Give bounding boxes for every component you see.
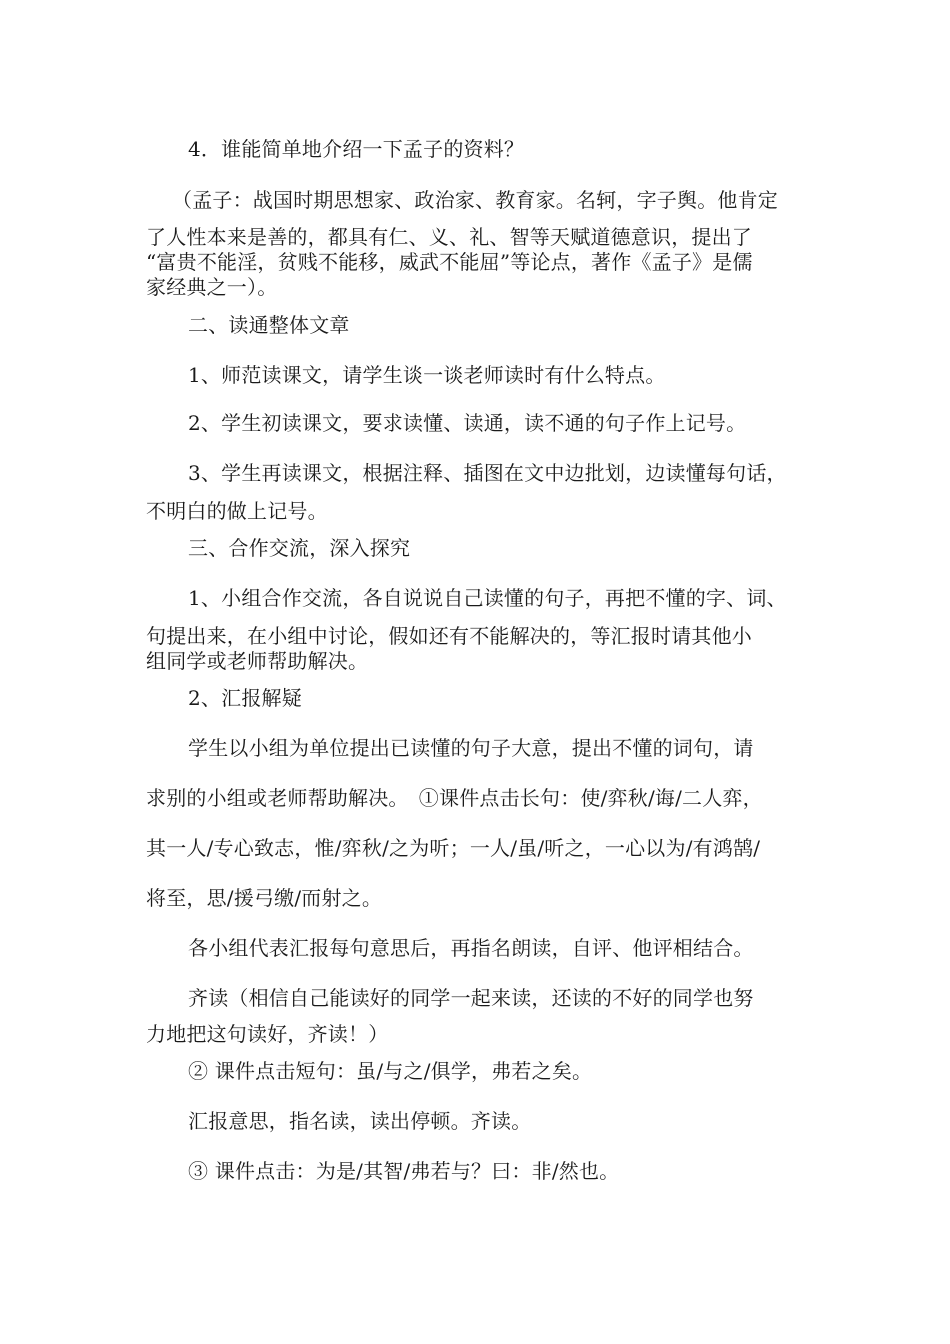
short-sentence-line: ② 课件点击短句：虽/与之/俱学，弗若之矣。 (188, 1059, 593, 1083)
section-2-heading: 二、读通整体文章 (188, 313, 350, 337)
courseware-click-line: ③ 课件点击：为是/其智/弗若与？曰：非/然也。 (188, 1159, 620, 1183)
choral-reading-line-1: 齐读（相信自己能读好的同学一起来读，还读的不好的同学也努 (188, 986, 754, 1010)
choral-reading-line-2: 力地把这句读好，齐读！） (146, 1022, 389, 1046)
step-3-line-1: 3、学生再读课文，根据注释、插图在文中边批划，边读懂每句话， (188, 461, 787, 485)
report-paragraph-line-3: 其一人/专心致志，惟/弈秋/之为听；一人/虽/听之，一心以为/有鸿鹄/ (146, 836, 761, 860)
step-1-line: 1、师范读课文，请学生谈一谈老师读时有什么特点。 (188, 363, 666, 387)
group-step-1-line-2: 句提出来，在小组中讨论，假如还有不能解决的，等汇报时请其他小 (146, 624, 752, 648)
section-3-heading: 三、合作交流，深入探究 (188, 536, 411, 560)
report-paragraph-line-2: 求别的小组或老师帮助解决。 ①课件点击长句：使/弈秋/诲/二人弈， (146, 786, 763, 810)
report-paragraph-line-4: 将至，思/援弓缴/而射之。 (146, 886, 383, 910)
group-report-line: 各小组代表汇报每句意思后，再指名朗读，自评、他评相结合。 (188, 936, 754, 960)
mencius-info-line-4: 家经典之一）。 (146, 275, 278, 299)
question-4-line: 4．谁能简单地介绍一下孟子的资料？ (188, 137, 525, 161)
step-2-line: 2、学生初读课文，要求读懂、读通，读不通的句子作上记号。 (188, 411, 747, 435)
mencius-info-line-2: 了人性本来是善的，都具有仁、义、礼、智等天赋道德意识，提出了 (146, 225, 752, 249)
group-step-1-line-3: 组同学或老师帮助解决。 (146, 649, 369, 673)
step-3-line-2: 不明白的做上记号。 (146, 499, 328, 523)
group-step-2-heading: 2、汇报解疑 (188, 686, 302, 710)
report-meaning-line: 汇报意思，指名读，读出停顿。齐读。 (188, 1109, 532, 1133)
mencius-info-line-3: “富贵不能淫，贫贱不能移，威武不能屈”等论点，著作《孟子》是儒 (146, 250, 753, 274)
mencius-info-line-1: （孟子：战国时期思想家、政治家、教育家。名轲，字子舆。他肯定 (172, 188, 778, 212)
report-paragraph-line-1: 学生以小组为单位提出已读懂的句子大意，提出不懂的词句，请 (188, 736, 754, 760)
group-step-1-line-1: 1、小组合作交流，各自说说自己读懂的句子，再把不懂的字、词、 (188, 586, 787, 610)
